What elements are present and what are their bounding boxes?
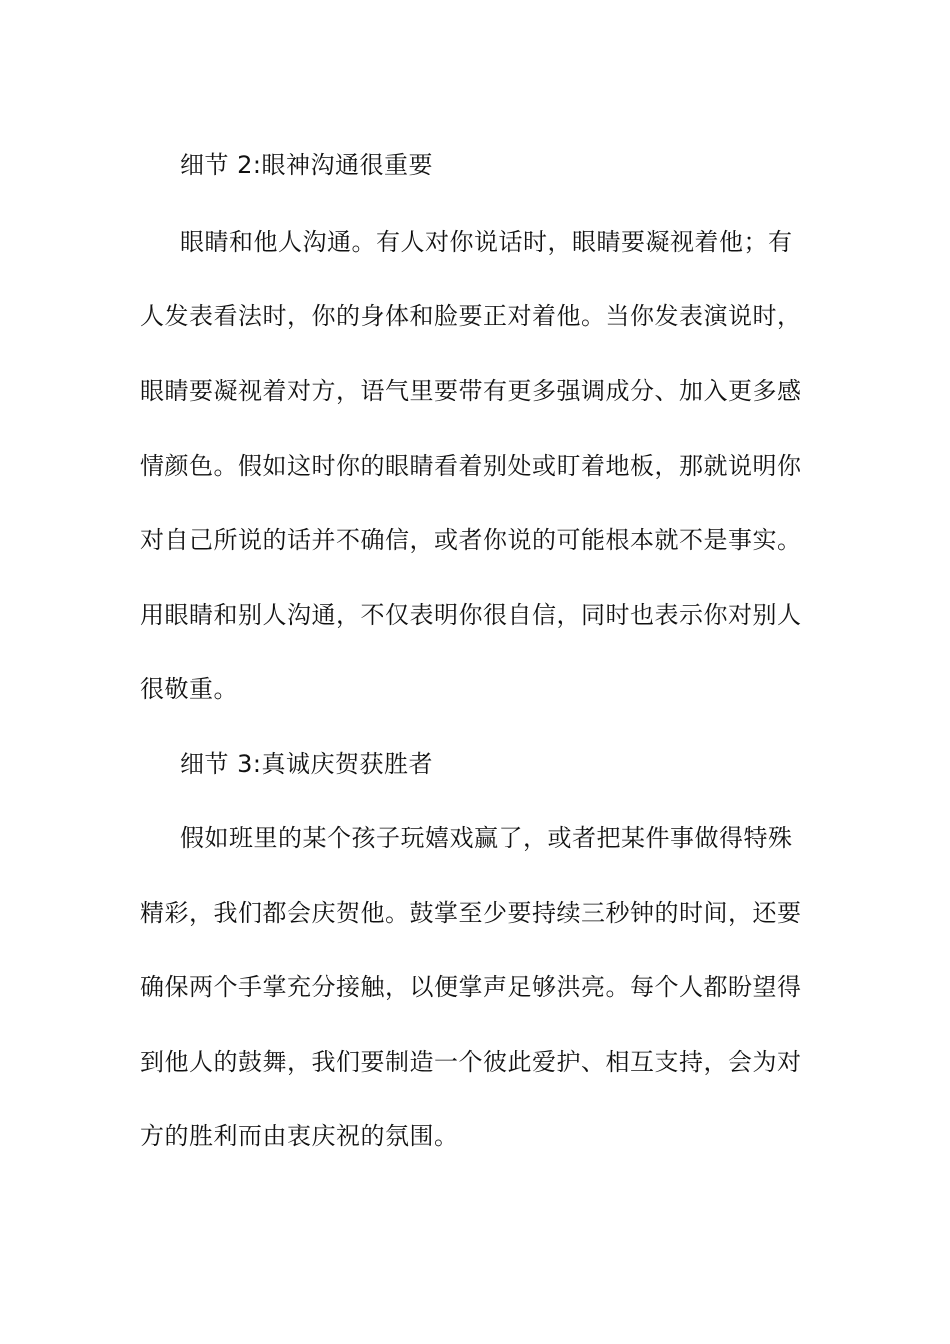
paragraph-line: 情颜色。假如这时你的眼睛看着别处或盯着地板，那就说明你 <box>140 452 802 480</box>
paragraph-line: 人发表看法时，你的身体和脸要正对着他。当你发表演说时， <box>140 302 802 330</box>
paragraph-line: 对自己所说的话并不确信，或者你说的可能根本就不是事实。 <box>140 526 802 554</box>
paragraph-line: 用眼睛和别人沟通，不仅表明你很自信，同时也表示你对别人 <box>140 601 802 629</box>
section-heading-3: 细节 3:真诚庆贺获胜者 <box>180 750 433 778</box>
section-heading-2: 细节 2:眼神沟通很重要 <box>180 151 433 179</box>
paragraph-line: 假如班里的某个孩子玩嬉戏赢了，或者把某件事做得特殊 <box>180 824 793 852</box>
paragraph-line: 确保两个手掌充分接触，以便掌声足够洪亮。每个人都盼望得 <box>140 973 802 1001</box>
paragraph-line: 方的胜利而由衷庆祝的氛围。 <box>140 1122 459 1150</box>
paragraph-line: 眼睛和他人沟通。有人对你说话时，眼睛要凝视着他；有 <box>180 228 793 256</box>
paragraph-line: 精彩，我们都会庆贺他。鼓掌至少要持续三秒钟的时间，还要 <box>140 899 802 927</box>
paragraph-line: 很敬重。 <box>140 675 238 703</box>
paragraph-line: 眼睛要凝视着对方，语气里要带有更多强调成分、加入更多感 <box>140 377 802 405</box>
paragraph-line: 到他人的鼓舞，我们要制造一个彼此爱护、相互支持，会为对 <box>140 1048 802 1076</box>
